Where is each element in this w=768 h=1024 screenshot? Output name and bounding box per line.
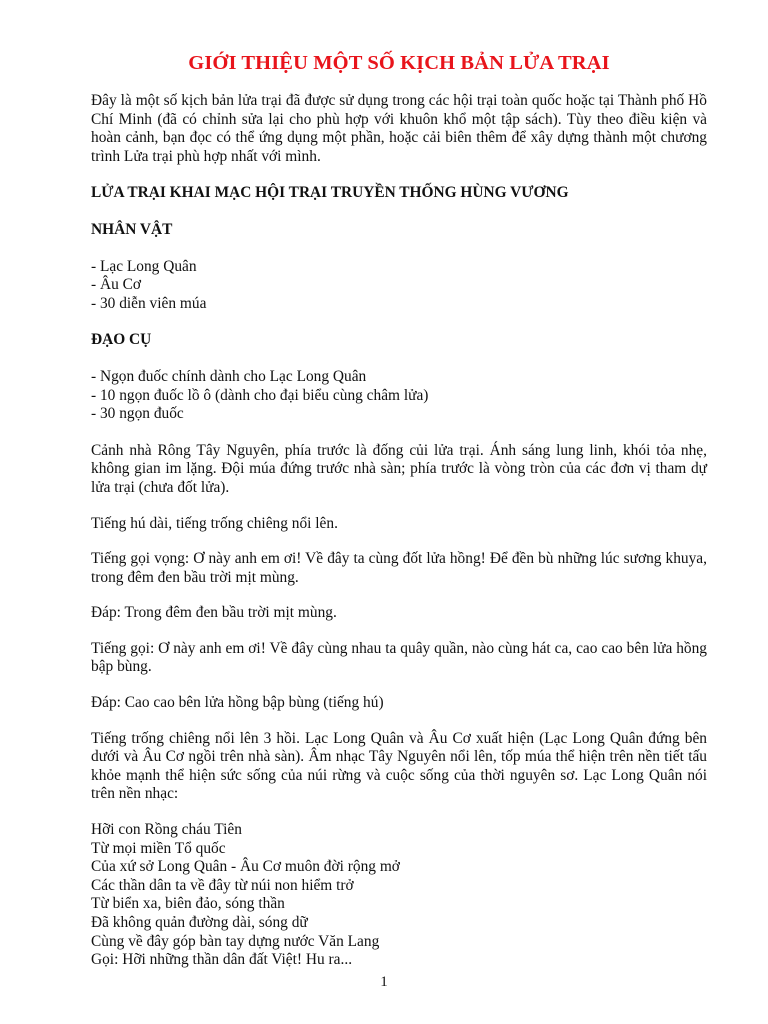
scene-paragraph: Tiếng trống chiêng nổi lên 3 hồi. Lạc Long Quân và Âu Cơ xuất hiện (Lạc Long Quân đứng bên dưới và Âu Cơ ngồi trên nhà sàn). Âm nhạc Tây Nguyên nổi lên, tốp múa thể hiện trên nền tiết tấu khỏe mạnh thể hiện sức sống của núi rừng và cuộc sống của thời nguyên sơ. Lạc Long Quân nói trên nền nhạc: — [91, 729, 707, 803]
verse-line: Hỡi con Rồng cháu Tiên — [91, 821, 242, 839]
dialogue-paragraph: Tiếng gọi: Ơ này anh em ơi! Về đây cùng nhau ta quây quần, nào cùng hát ca, cao cao bên lửa hồng bập bùng. — [91, 639, 707, 676]
characters-list — [91, 258, 707, 314]
document-title: GIỚI THIỆU MỘT SỐ KỊCH BẢN LỬA TRẠI — [188, 52, 610, 74]
props-list — [91, 368, 707, 424]
list-item: - Âu Cơ — [91, 276, 142, 294]
verse-line: Của xứ sở Long Quân - Âu Cơ muôn đời rộng mở — [91, 858, 400, 876]
intro-paragraph: Đây là một số kịch bản lửa trại đã được sử dụng trong các hội trại toàn quốc hoặc tại Thành phố Hồ Chí Minh (đã có chỉnh sửa lại cho phù hợp với khuôn khổ một tập sách). Tùy theo điều kiện và hoàn cảnh, bạn đọc có thể ứng dụng một phần, hoặc cải biên thêm để xây dựng thành một chương trình Lửa trại phù hợp nhất với mình. — [91, 92, 707, 165]
scene-paragraph: Cảnh nhà Rông Tây Nguyên, phía trước là đống củi lửa trại. Ánh sáng lung linh, khói tỏa nhẹ, không gian im lặng. Đội múa đứng trước nhà sàn; phía trước là vòng tròn của các đơn vị tham dự lửa trại (chưa đốt lửa). — [91, 441, 707, 496]
verse-line: Các thần dân ta về đây từ núi non hiểm trở — [91, 876, 354, 894]
verse-line: Từ biển xa, biên đảo, sóng thần — [91, 895, 285, 913]
verse-line: Đã không quản đường dài, sóng dữ — [91, 914, 308, 931]
verse-line: Từ mọi miền Tổ quốc — [91, 839, 226, 857]
verse-block — [91, 821, 707, 970]
dialogue-paragraph: Đáp: Cao cao bên lửa hồng bập bùng (tiếng hú) — [91, 694, 384, 712]
list-item: - Ngọn đuốc chính dành cho Lạc Long Quân — [91, 367, 367, 385]
verse-line: Cùng về đây góp bàn tay dựng nước Văn Lang — [91, 932, 380, 950]
verse-line: Gọi: Hỡi những thần dân đất Việt! Hu ra... — [91, 951, 353, 969]
list-item: - 10 ngọn đuốc lồ ô (dành cho đại biểu cùng châm lửa) — [91, 386, 429, 404]
list-item: - 30 diễn viên múa — [91, 294, 207, 312]
characters-heading: NHÂN VẬT — [91, 220, 173, 238]
document-page — [91, 50, 707, 970]
page-number: 1 — [380, 974, 388, 990]
dialogue-paragraph: Tiếng gọi vọng: Ơ này anh em ơi! Về đây ta cùng đốt lửa hồng! Để đền bù những lúc sương khuya, trong đêm đen bầu trời mịt mùng. — [91, 550, 707, 586]
script-title: LỬA TRẠI KHAI MẠC HỘI TRẠI TRUYỀN THỐNG HÙNG VƯƠNG — [91, 184, 569, 202]
list-item: - 30 ngọn đuốc — [91, 405, 184, 423]
list-item: - Lạc Long Quân — [91, 257, 197, 275]
props-heading: ĐẠO CỤ — [91, 331, 152, 349]
dialogue-paragraph: Tiếng hú dài, tiếng trống chiêng nổi lên. — [91, 514, 338, 532]
dialogue-paragraph: Đáp: Trong đêm đen bầu trời mịt mùng. — [91, 604, 337, 622]
